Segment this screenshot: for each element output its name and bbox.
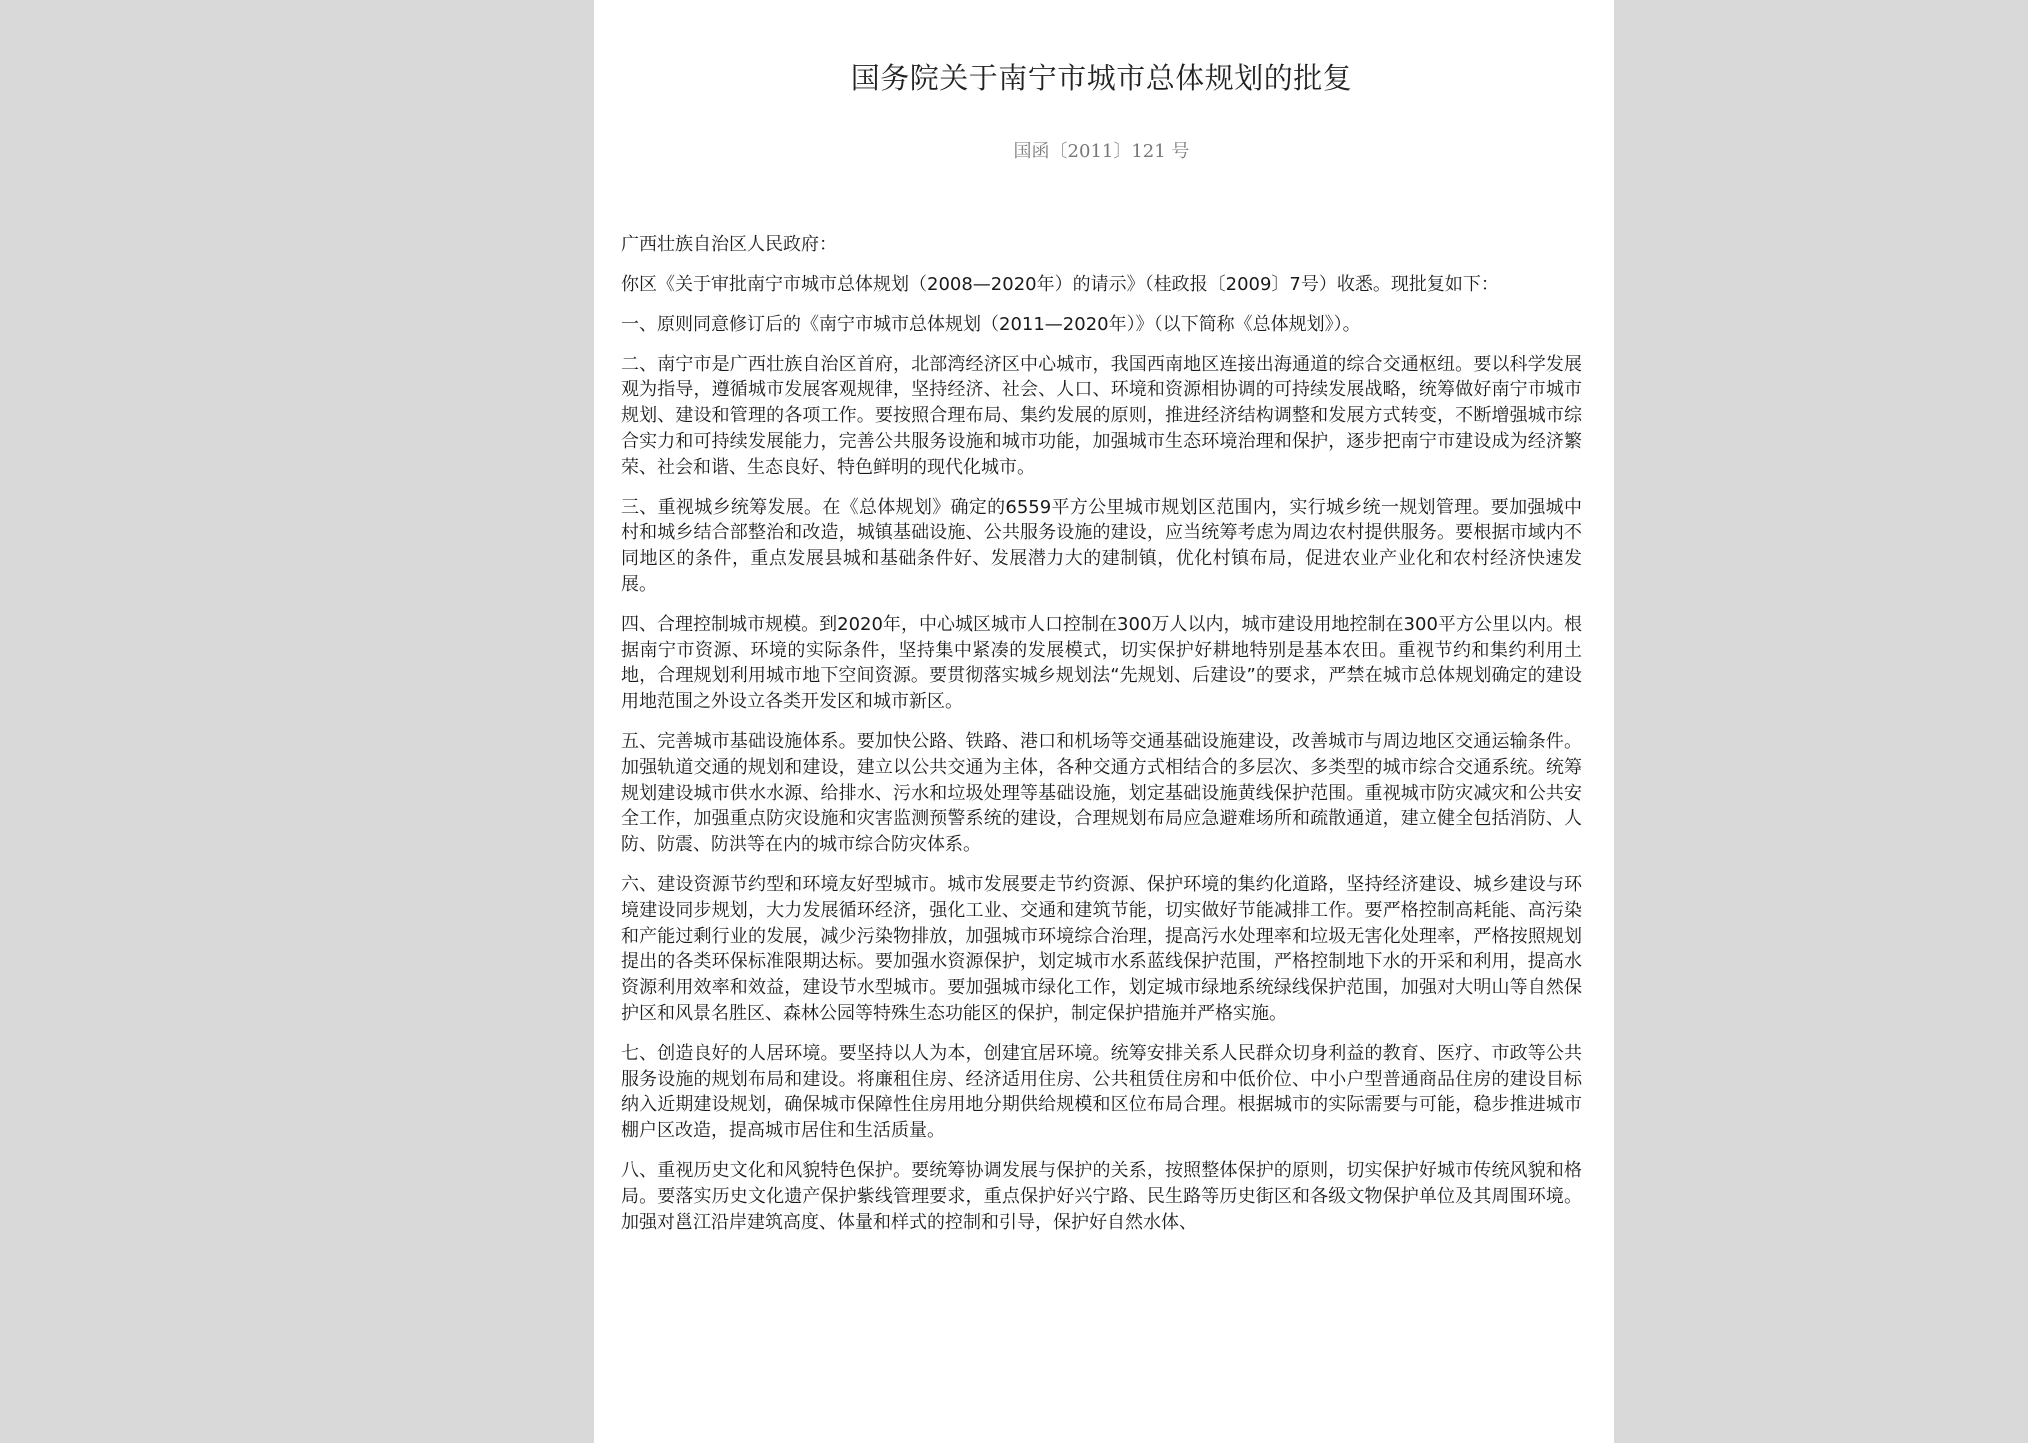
paragraph-item-4: 四、合理控制城市规模。到2020年，中心城区城市人口控制在300万人以内，城市建设用地控制在300平方公里以内。根据南宁市资源、环境的实际条件，坚持集中紧凑的发展模式，切实保护好耕地特别是基本农田。重视节约和集约利用土地，合理规划利用城市地下空间资源。要贯彻落实城乡规划法“先规划、后建设”的要求，严禁在城市总体规划确定的建设用地范围之外设立各类开发区和城市新区。	[621, 613, 1582, 713]
paragraph-item-2: 二、南宁市是广西壮族自治区首府，北部湾经济区中心城市，我国西南地区连接出海通道的综合交通枢纽。要以科学发展观为指导，遵循城市发展客观规律，坚持经济、社会、人口、环境和资源相协调的可持续发展战略，统筹做好南宁市城市规划、建设和管理的各项工作。要按照合理布局、集约发展的原则，推进经济结构调整和发展方式转变，不断增强城市综合实力和可持续发展能力，完善公共服务设施和城市功能，加强城市生态环境治理和保护，逐步把南宁市建设成为经济繁荣、社会和谐、生态良好、特色鲜明的现代化城市。	[621, 353, 1582, 478]
document-page	[594, 0, 1614, 1443]
paragraph-item-7: 七、创造良好的人居环境。要坚持以人为本，创建宜居环境。统筹安排关系人民群众切身利益的教育、医疗、市政等公共服务设施的规划布局和建设。将廉租住房、经济适用住房、公共租赁住房和中低价位、中小户型普通商品住房的建设目标纳入近期建设规划，确保城市保障性住房用地分期供给规模和区位布局合理。根据城市的实际需要与可能，稳步推进城市棚户区改造，提高城市居住和生活质量。	[621, 1042, 1582, 1142]
paragraph-intro: 你区《关于审批南宁市城市总体规划（2008—2020年）的请示》（桂政报〔2009〕7号）收悉。现批复如下：	[621, 274, 1499, 295]
paragraph-item-8: 八、重视历史文化和风貌特色保护。要统筹协调发展与保护的关系，按照整体保护的原则，切实保护好城市传统风貌和格局。要落实历史文化遗产保护紫线管理要求，重点保护好兴宁路、民生路等历史街区和各级文物保护单位及其周围环境。加强对邕江沿岸建筑高度、体量和样式的控制和引导，保护好自然水体、	[621, 1159, 1582, 1233]
document-number: 国函〔2011〕121 号	[1013, 141, 1190, 162]
paragraph-item-5: 五、完善城市基础设施体系。要加快公路、铁路、港口和机场等交通基础设施建设，改善城市与周边地区交通运输条件。加强轨道交通的规划和建设，建立以公共交通为主体，各种交通方式相结合的多层次、多类型的城市综合交通系统。统筹规划建设城市供水水源、给排水、污水和垃圾处理等基础设施，划定基础设施黄线保护范围。重视城市防灾减灾和公共安全工作，加强重点防灾设施和灾害监测预警系统的建设，合理规划布局应急避难场所和疏散通道，建立健全包括消防、人防、防震、防洪等在内的城市综合防灾体系。	[621, 730, 1582, 856]
paragraph-item-6: 六、建设资源节约型和环境友好型城市。城市发展要走节约资源、保护环境的集约化道路，坚持经济建设、城乡建设与环境建设同步规划，大力发展循环经济，强化工业、交通和建筑节能，切实做好节能减排工作。要严格控制高耗能、高污染和产能过剩行业的发展，减少污染物排放，加强城市环境综合治理，提高污水处理率和垃圾无害化处理率，严格按照规划提出的各类环保标准限期达标。要加强水资源保护，划定城市水系蓝线保护范围，严格控制地下水的开采和利用，提高水资源利用效率和效益，建设节水型城市。要加强城市绿化工作，划定城市绿地系统绿线保护范围，加强对大明山等自然保护区和风景名胜区、森林公园等特殊生态功能区的保护，制定保护措施并严格实施。	[621, 873, 1582, 1024]
addressee-line: 广西壮族自治区人民政府：	[621, 234, 837, 255]
paragraph-item-3: 三、重视城乡统筹发展。在《总体规划》确定的6559平方公里城市规划区范围内，实行城乡统一规划管理。要加强城中村和城乡结合部整治和改造，城镇基础设施、公共服务设施的建设，应当统筹考虑为周边农村提供服务。要根据市域内不同地区的条件，重点发展县城和基础条件好、发展潜力大的建制镇，优化村镇布局，促进农业产业化和农村经济快速发展。	[621, 496, 1582, 595]
document-title: 国务院关于南宁市城市总体规划的批复	[850, 61, 1353, 95]
paragraph-item-1: 一、原则同意修订后的《南宁市城市总体规划（2011—2020年）》（以下简称《总体规划》）。	[621, 313, 1361, 335]
